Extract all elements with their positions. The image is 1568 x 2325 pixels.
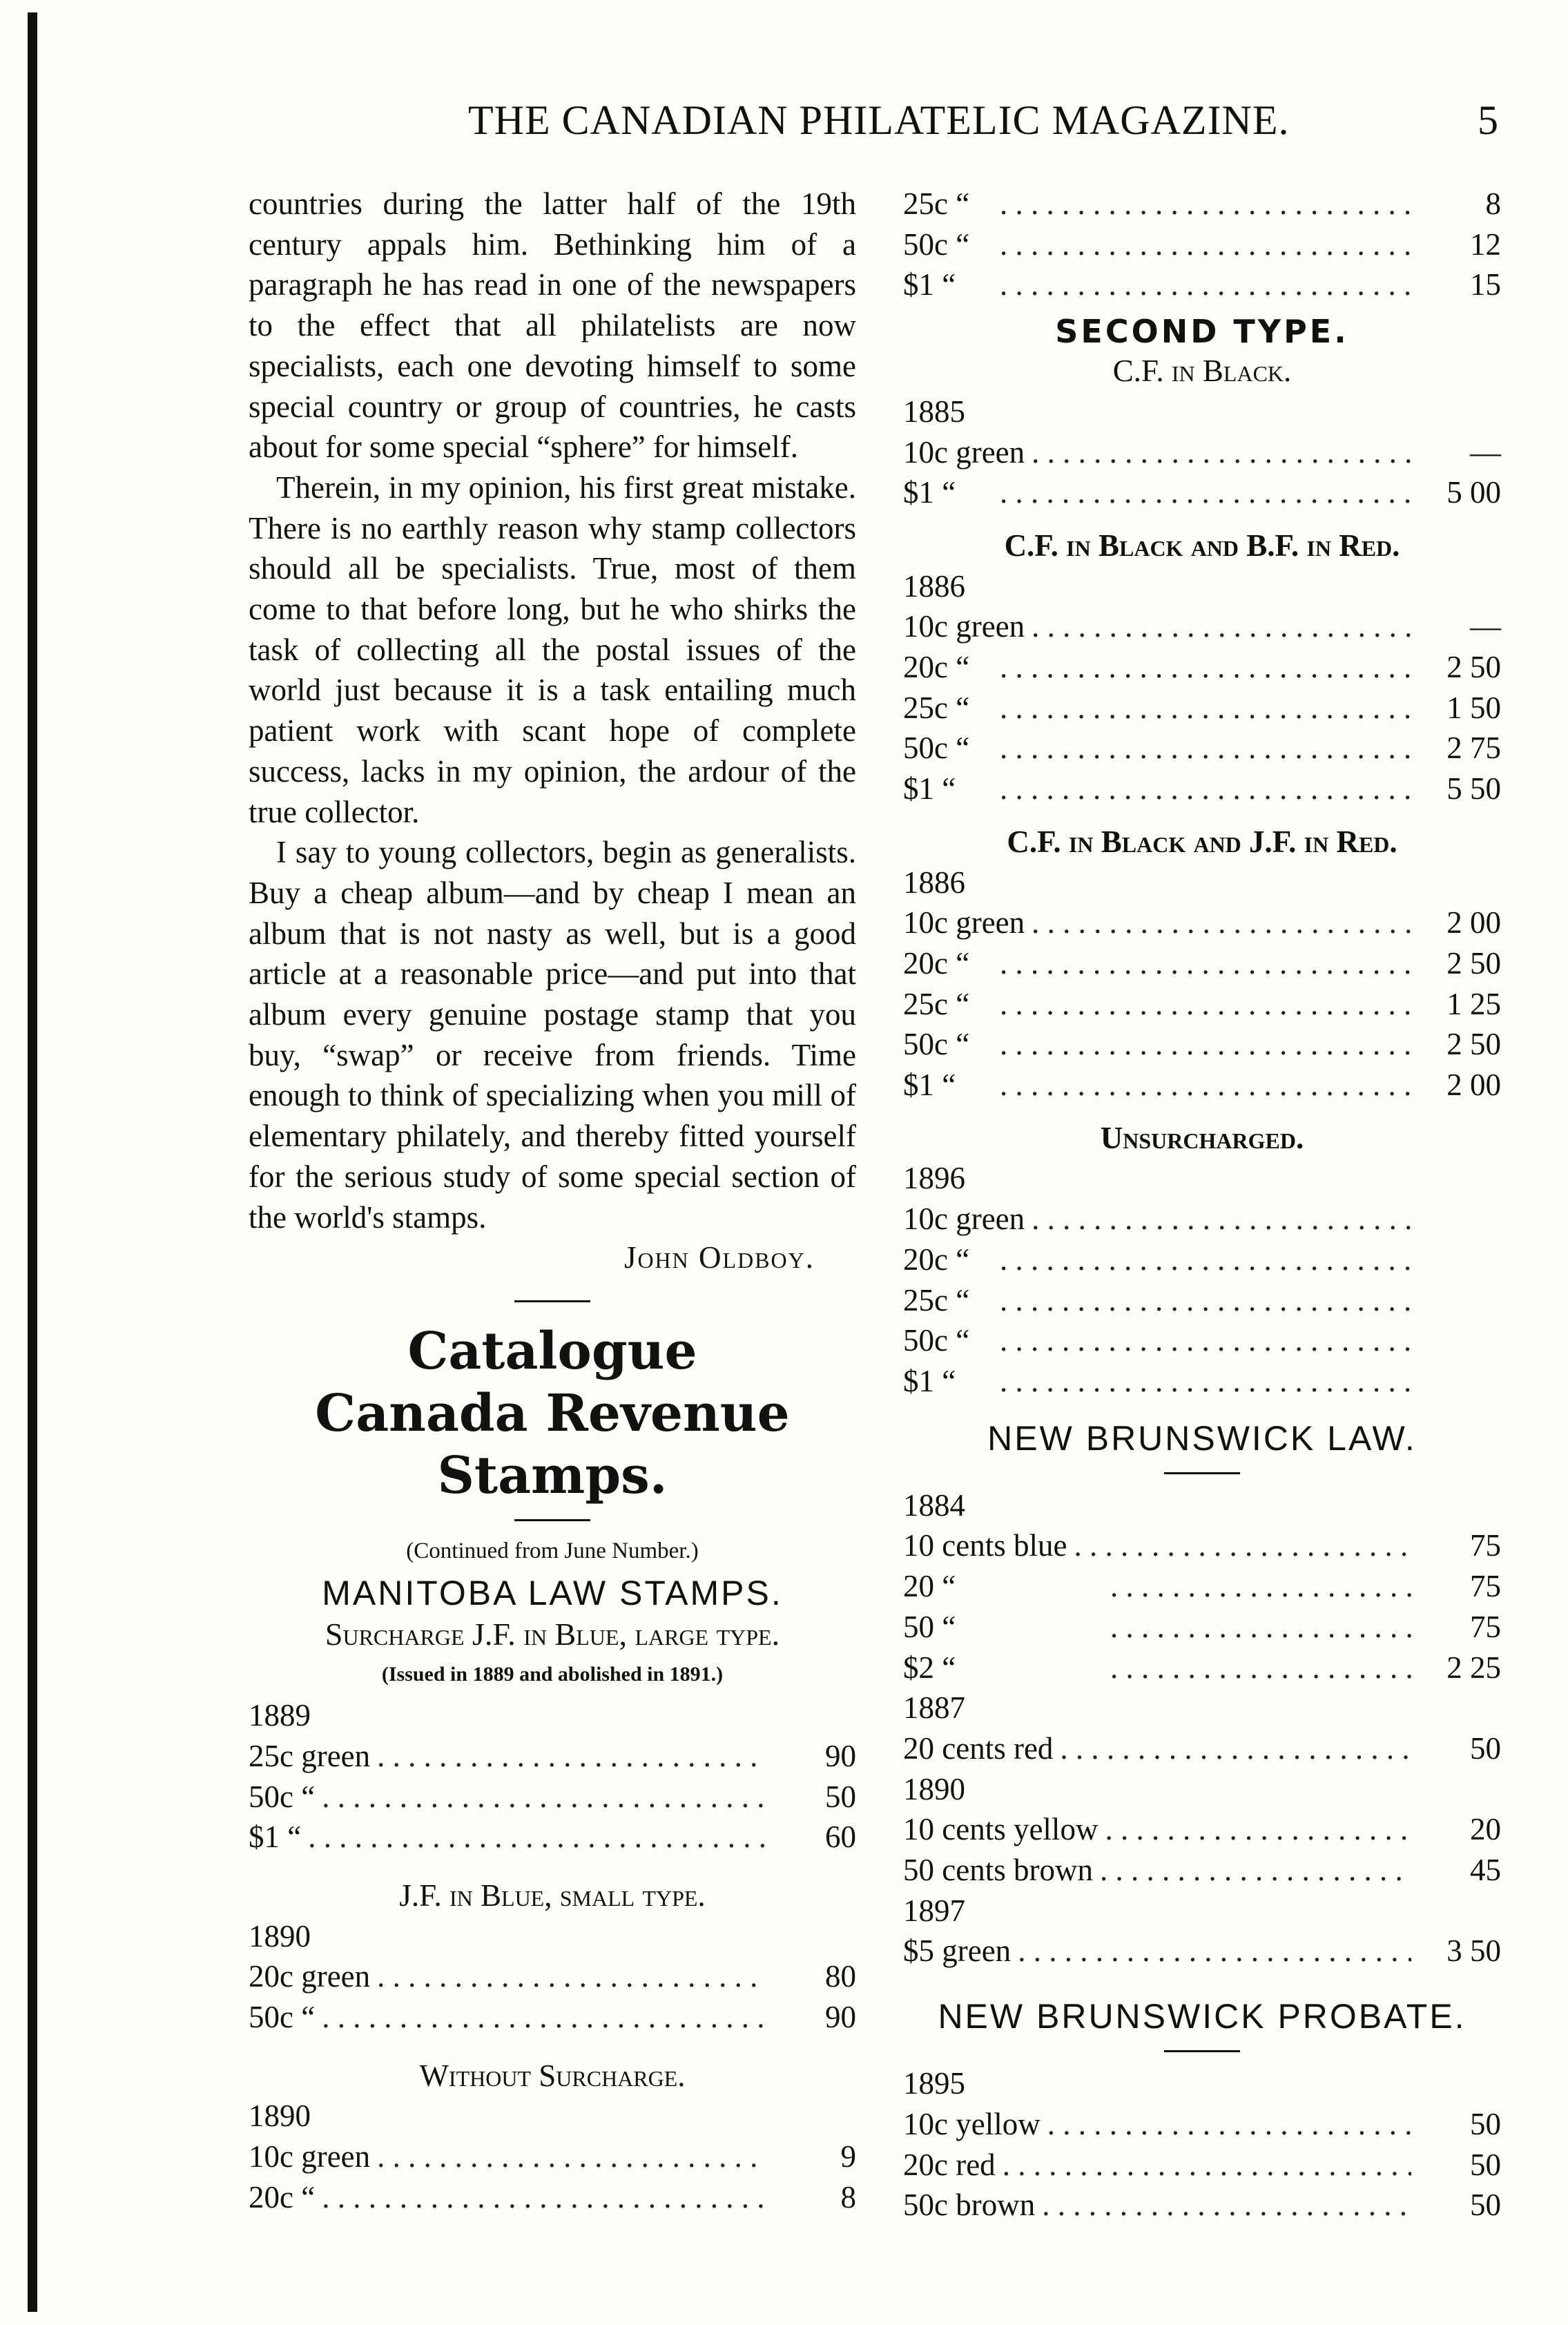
year-label: 1884 (903, 1487, 965, 1523)
stamp-label: 20c red (903, 2147, 996, 2182)
stamp-price: 8 (840, 2179, 856, 2215)
leader-dots (1074, 1525, 1411, 1566)
leader-dots (377, 1956, 766, 1997)
stamp-price: 80 (825, 1959, 856, 1994)
stamp-label: 50c “ (903, 226, 970, 262)
stamp-label: 20 cents red (903, 1730, 1054, 1766)
stamp-price: 75 (1470, 1609, 1501, 1644)
price-row (903, 224, 1501, 265)
leader-dots (1032, 606, 1411, 647)
leader-dots (322, 1777, 766, 1817)
stamp-price: 50 (1470, 2106, 1501, 2141)
leader-dots (1000, 1361, 1411, 1402)
stamp-label: 20c “ (249, 2179, 316, 2215)
stamp-price: 9 (840, 2139, 856, 2174)
stamp-price: 75 (1470, 1569, 1501, 1604)
stamp-label: 25c “ (903, 986, 970, 1021)
stamp-price: 75 (1470, 1528, 1501, 1563)
stamp-price: 2 25 (1446, 1650, 1501, 1685)
group-heading: Without Surcharge. (419, 2058, 686, 2093)
section-divider (514, 1519, 590, 1521)
price-row (903, 472, 1501, 513)
group-heading: Surcharge J.F. in Blue, large type. (325, 1616, 780, 1652)
year-label: 1885 (903, 394, 965, 429)
essay-paragraph-2: Therein, in my opinion, his first great mistake. There is no earthly reason why stamp collectors should all be specialists. True, most of them come to that before long, but he who shirks the task of collecting all the postal issues of the world just because it is a task entailing much patient work with scant hope of complete success, lacks in my opinion, the ardour of the true collector. (249, 470, 856, 829)
stamp-price: 2 75 (1446, 731, 1501, 766)
leader-dots (1047, 2104, 1411, 2145)
leader-dots (1060, 1728, 1411, 1769)
price-row (903, 1850, 1501, 1891)
price-row (903, 1361, 1501, 1402)
stamp-price: 15 (1470, 267, 1501, 302)
group-heading: J.F. in Blue, small type. (399, 1878, 706, 1913)
stamp-price: 50 (1470, 1730, 1501, 1766)
stamp-label: 20 “ (903, 1569, 956, 1604)
stamp-price: 2 50 (1446, 650, 1501, 685)
price-row (903, 728, 1501, 769)
stamp-label: 10c yellow (903, 2106, 1041, 2141)
stamp-label: $1 “ (903, 1363, 956, 1398)
catalogue-title-line-1: Catalogue (407, 1321, 697, 1381)
leader-dots (1105, 1809, 1411, 1850)
year-label: 1886 (903, 865, 965, 900)
stamp-label: 20c “ (903, 1242, 970, 1277)
stamp-price: 5 00 (1446, 475, 1501, 510)
price-row (903, 1280, 1501, 1321)
stamp-price: 12 (1470, 226, 1501, 262)
group-heading: C.F. in Black and J.F. in Red. (1007, 824, 1397, 859)
price-row (903, 2185, 1501, 2226)
price-row (903, 1809, 1501, 1850)
stamp-price: 2 50 (1446, 1027, 1501, 1062)
leader-dots (1003, 2145, 1411, 2186)
stamp-label: 50c “ (903, 731, 970, 766)
leader-dots (1000, 943, 1411, 984)
leader-dots (1000, 984, 1411, 1025)
stamp-price: 50 (1470, 2147, 1501, 2182)
year-label: 1896 (903, 1161, 965, 1196)
section-title-nb-law: NEW BRUNSWICK LAW. (987, 1418, 1417, 1458)
stamp-label: 50c “ (249, 1779, 316, 1814)
stamp-label: 50c brown (903, 2188, 1036, 2223)
leader-dots (1110, 1566, 1411, 1607)
catalogue-title-line-2: Canada Revenue Stamps. (315, 1383, 790, 1505)
stamp-label: $1 “ (903, 267, 956, 302)
leader-dots (1000, 1280, 1411, 1321)
price-row (903, 984, 1501, 1025)
price-row (903, 943, 1501, 984)
price-row (903, 606, 1501, 647)
stamp-price: 2 00 (1446, 905, 1501, 940)
price-row (903, 1065, 1501, 1106)
price-row (903, 1024, 1501, 1065)
issue-note: (Issued in 1889 and abolished in 1891.) (381, 1663, 724, 1686)
year-label: 1886 (903, 568, 965, 604)
leader-dots (1032, 432, 1411, 473)
leader-dots (1110, 1648, 1411, 1688)
stamp-label: 25c “ (903, 186, 970, 221)
price-row (903, 264, 1501, 305)
group-heading: C.F. in Black. (1112, 354, 1292, 389)
year-label: 1889 (249, 1698, 311, 1733)
leader-dots (1000, 184, 1411, 224)
leader-dots (1018, 1931, 1411, 1971)
leader-dots (1000, 264, 1411, 305)
section-title-second-type: SECOND TYPE. (1055, 313, 1349, 351)
leader-dots (1000, 769, 1411, 809)
stamp-price: 1 25 (1446, 986, 1501, 1021)
year-label: 1890 (249, 2099, 311, 2134)
price-row (903, 2145, 1501, 2186)
stamp-price: 60 (825, 1820, 856, 1855)
leader-dots (1000, 1239, 1411, 1280)
stamp-label: 10c green (903, 609, 1025, 644)
section-divider (1164, 1472, 1240, 1474)
leader-dots (1100, 1850, 1411, 1891)
stamp-price: 20 (1470, 1812, 1501, 1847)
leader-dots (1000, 728, 1411, 769)
stamp-label: $1 “ (903, 475, 956, 510)
leader-dots (377, 1736, 766, 1777)
stamp-label: 50c “ (903, 1323, 970, 1358)
leader-dots (1000, 688, 1411, 729)
stamp-label: $5 green (903, 1933, 1012, 1969)
price-row (249, 1777, 856, 1817)
stamp-price: 2 50 (1446, 945, 1501, 981)
stamp-label: 50 cents brown (903, 1853, 1093, 1888)
stamp-label: $1 “ (903, 771, 956, 807)
stamp-label: 10 cents yellow (903, 1812, 1098, 1847)
stamp-price: 1 50 (1446, 690, 1501, 725)
price-row (249, 1997, 856, 2038)
price-row (249, 1956, 856, 1997)
stamp-label: 25c “ (903, 690, 970, 725)
stamp-price: 90 (825, 2000, 856, 2035)
leader-dots (377, 2136, 766, 2177)
continued-note: (Continued from June Number.) (406, 1538, 699, 1563)
spacer (249, 2038, 856, 2056)
price-row (903, 1239, 1501, 1280)
stamp-price: 50 (1470, 2188, 1501, 2223)
leader-dots (1000, 1065, 1411, 1106)
leader-dots (1032, 903, 1411, 943)
section-divider (1164, 2050, 1240, 2052)
leader-dots (322, 2177, 766, 2218)
right-column (903, 184, 1501, 2226)
stamp-price: 45 (1470, 1853, 1501, 1888)
price-row (903, 903, 1501, 943)
price-row (903, 1566, 1501, 1607)
leader-dots (1110, 1607, 1411, 1648)
page-number: 5 (1478, 97, 1498, 143)
stamp-label: $1 “ (249, 1820, 302, 1855)
price-row (903, 2104, 1501, 2145)
page-edge-bar (28, 12, 37, 2312)
leader-dots (322, 1997, 766, 2038)
stamp-price: 2 00 (1446, 1068, 1501, 1103)
section-title-manitoba: MANITOBA LAW STAMPS. (322, 1573, 783, 1612)
section-title-nb-probate: NEW BRUNSWICK PROBATE. (938, 1997, 1467, 2036)
price-row (903, 1931, 1501, 1971)
stamp-price: 3 50 (1446, 1933, 1501, 1969)
year-label: 1887 (903, 1690, 965, 1726)
price-row (903, 1320, 1501, 1361)
essay (249, 184, 856, 1237)
year-label: 1895 (903, 2066, 965, 2101)
stamp-label: 20c “ (903, 945, 970, 981)
stamp-label: $2 “ (903, 1650, 956, 1685)
price-row (249, 1817, 856, 1858)
stamp-label: 25c green (249, 1738, 371, 1773)
stamp-label: 10 cents blue (903, 1528, 1067, 1563)
left-column (249, 184, 856, 2218)
leader-dots (1000, 1024, 1411, 1065)
stamp-label: 10c green (903, 434, 1025, 470)
running-header-title: THE CANADIAN PHILATELIC MAGAZINE. (468, 97, 1290, 143)
stamp-label: 50c “ (903, 1027, 970, 1062)
leader-dots (308, 1817, 766, 1858)
section-divider (514, 1300, 590, 1302)
price-row (903, 1199, 1501, 1239)
leader-dots (1000, 472, 1411, 513)
stamp-label: 10c green (903, 1202, 1025, 1237)
price-row (903, 1728, 1501, 1769)
stamp-label: 10c green (903, 905, 1025, 940)
leader-dots (1042, 2185, 1411, 2226)
price-row (903, 769, 1501, 809)
stamp-label: 10c green (249, 2139, 371, 2174)
leader-dots (1000, 1320, 1411, 1361)
group-heading: Unsurcharged. (1100, 1120, 1304, 1155)
group-heading: C.F. in Black and B.F. in Red. (1004, 528, 1400, 563)
year-label: 1897 (903, 1893, 965, 1928)
price-row (249, 2136, 856, 2177)
essay-paragraph-1: countries during the latter half of the 19th century appals him. Bethinking him of a paragraph he has read in one of the newspapers to the effect that all philatelists are now specialists, each one devoting himself to some special country or group of countries, he casts about for some special “sphere” for himself. (249, 186, 856, 465)
stamp-price: — (1470, 434, 1501, 470)
stamp-label: 20c green (249, 1959, 371, 1994)
stamp-price: 90 (825, 1738, 856, 1773)
leader-dots (1000, 224, 1411, 265)
price-row (903, 1607, 1501, 1648)
stamp-label: 50c “ (249, 2000, 316, 2035)
stamp-price: 8 (1485, 186, 1501, 221)
price-row (903, 184, 1501, 224)
leader-dots (1000, 647, 1411, 688)
price-row (903, 1648, 1501, 1688)
stamp-price: 50 (825, 1779, 856, 1814)
spacer (249, 1858, 856, 1875)
stamp-price: — (1470, 609, 1501, 644)
price-row (903, 688, 1501, 729)
price-row (903, 1525, 1501, 1566)
essay-paragraph-3: I say to young collectors, begin as generalists. Buy a cheap album—and by cheap I mean an album that is not nasty as well, but is a good article at a reasonable price—and put into that album every genuine postage stamp that you buy, “swap” or receive from friends. Time enough to think of specializing when you mill of elementary philately, and thereby fitted yourself for the serious study of some special section of the world's stamps. (249, 835, 856, 1235)
stamp-label: 20c “ (903, 650, 970, 685)
leader-dots (1032, 1199, 1411, 1239)
price-row (249, 2177, 856, 2218)
stamp-label: 25c “ (903, 1282, 970, 1318)
price-row (249, 1736, 856, 1777)
stamp-label: 50 “ (903, 1609, 956, 1644)
stamp-label: $1 “ (903, 1068, 956, 1103)
price-row (903, 432, 1501, 473)
year-label: 1890 (903, 1771, 965, 1806)
year-label: 1890 (249, 1918, 311, 1953)
essay-author: John Oldboy. (623, 1240, 815, 1275)
price-row (903, 647, 1501, 688)
stamp-price: 5 50 (1446, 771, 1501, 807)
